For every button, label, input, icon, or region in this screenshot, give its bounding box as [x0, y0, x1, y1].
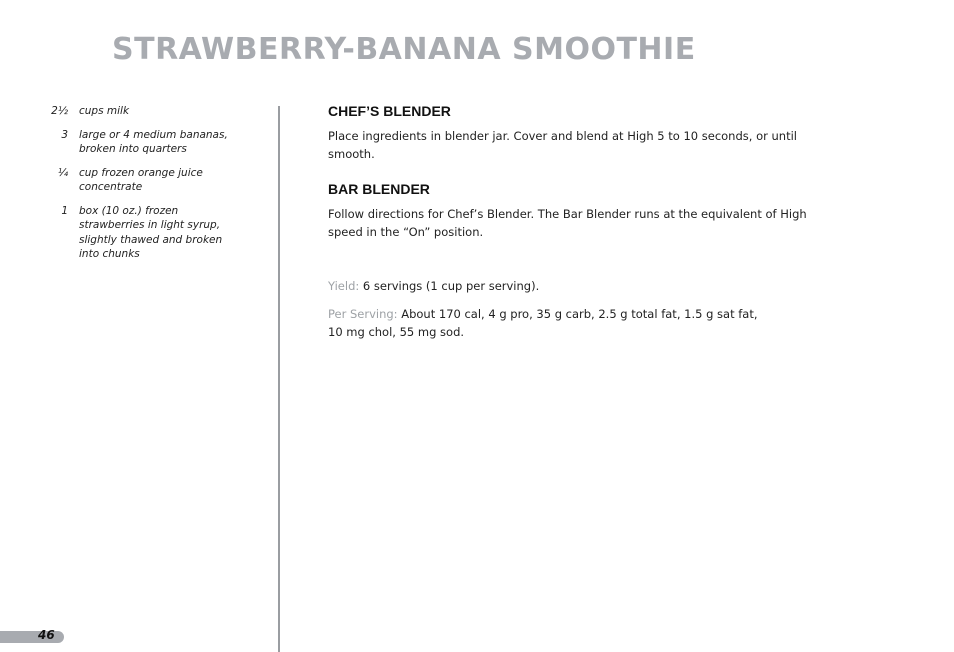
ingredient-quantity: ¼: [57, 166, 68, 179]
page-title: STRAWBERRY-BANANA SMOOTHIE: [112, 32, 696, 67]
nutrition-line-1: [328, 305, 838, 323]
ingredient-description: large or 4 medium bananas, broken into quarters: [79, 128, 228, 155]
ingredient-quantity: 1: [61, 204, 68, 217]
nutrition-info: [328, 305, 838, 341]
yield-value: 6 servings (1 cup per serving).: [362, 279, 540, 293]
chefs-blender-instructions: Place ingredients in blender jar. Cover and blend at High 5 to 10 seconds, or until smooth.: [328, 129, 797, 161]
yield-label: Yield:: [328, 279, 360, 293]
bar-blender-instructions: Follow directions for Chef’s Blender. The Bar Blender runs at the equivalent of High speed in the “On” position.: [328, 207, 807, 239]
per-serving-label: Per Serving:: [328, 307, 398, 321]
ingredient-item: [36, 104, 256, 119]
column-divider: [278, 106, 280, 652]
bar-blender-heading: BAR BLENDER: [328, 181, 430, 197]
ingredient-quantity: 2½: [51, 105, 68, 117]
page-number: 46: [38, 628, 55, 642]
ingredient-description: cup frozen orange juice concentrate: [79, 166, 203, 193]
ingredient-item: [36, 204, 256, 262]
nutrition-line-2: 10 mg chol, 55 mg sod.: [328, 325, 465, 339]
per-serving-values: About 170 cal, 4 g pro, 35 g carb, 2.5 g total fat, 1.5 g sat fat,: [401, 307, 758, 321]
chefs-blender-heading: CHEF’S BLENDER: [328, 103, 451, 119]
ingredient-description: box (10 oz.) frozen strawberries in light syrup, slightly thawed and broken into chunks: [79, 204, 223, 260]
ingredient-item: [36, 166, 256, 195]
yield-line: [328, 277, 838, 295]
ingredient-quantity: 3: [61, 128, 68, 141]
ingredient-item: [36, 128, 256, 157]
ingredient-description: cups milk: [79, 105, 130, 117]
ingredient-list: [36, 104, 256, 271]
